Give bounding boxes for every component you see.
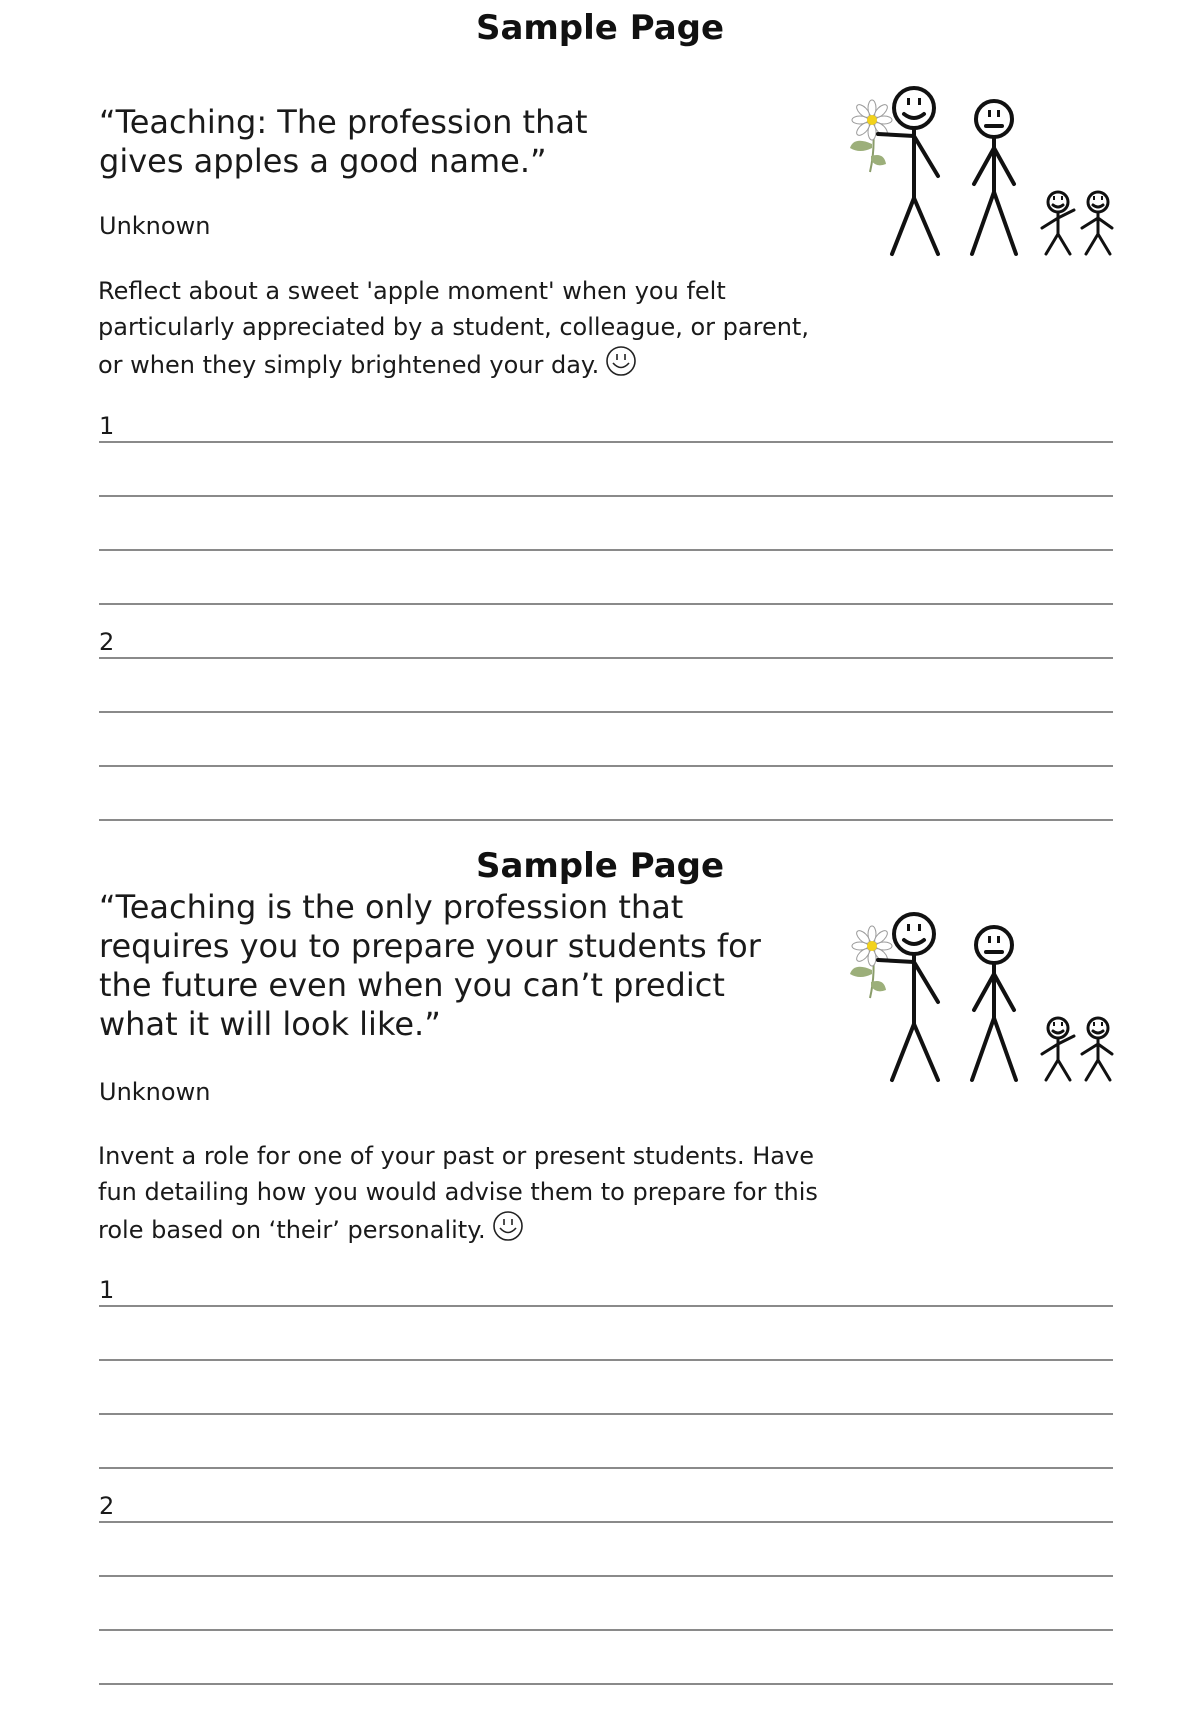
line-group-number: 2 bbox=[99, 628, 115, 656]
reflection-prompt bbox=[98, 1138, 818, 1252]
writing-line[interactable] bbox=[99, 1629, 1113, 1631]
worksheet-section-1 bbox=[0, 0, 1200, 830]
writing-line[interactable] bbox=[99, 1575, 1113, 1577]
writing-line[interactable] bbox=[99, 603, 1113, 605]
writing-line[interactable] bbox=[99, 549, 1113, 551]
stick-figure-family-icon bbox=[846, 912, 1116, 1092]
writing-line[interactable] bbox=[99, 441, 1113, 443]
quote-text: “Teaching: The profession that gives apples a good name.” bbox=[99, 103, 588, 180]
writing-line[interactable] bbox=[99, 1467, 1113, 1469]
smiley-face-icon bbox=[605, 345, 637, 387]
writing-line[interactable] bbox=[99, 1359, 1113, 1361]
quote-text: “Teaching is the only profession that requires you to prepare your students for the future even when you can’t predict what it will look like.” bbox=[99, 888, 761, 1043]
reflection-prompt bbox=[98, 273, 818, 387]
line-group-number: 1 bbox=[99, 412, 115, 440]
writing-line[interactable] bbox=[99, 1683, 1113, 1685]
reflection-prompt-text: Invent a role for one of your past or present students. Have fun detailing how you would advise them to prepare for this role based on ‘their’ personality. bbox=[98, 1142, 818, 1244]
line-group-number: 2 bbox=[99, 1492, 115, 1520]
page-title: Sample Page bbox=[475, 846, 725, 886]
worksheet-section-2 bbox=[0, 830, 1200, 1724]
writing-line[interactable] bbox=[99, 1413, 1113, 1415]
page-title: Sample Page bbox=[475, 8, 725, 48]
writing-line[interactable] bbox=[99, 1305, 1113, 1307]
smiley-face-icon bbox=[492, 1210, 524, 1252]
writing-line[interactable] bbox=[99, 819, 1113, 821]
writing-line[interactable] bbox=[99, 765, 1113, 767]
writing-line[interactable] bbox=[99, 495, 1113, 497]
writing-line[interactable] bbox=[99, 657, 1113, 659]
quote-author: Unknown bbox=[99, 1078, 211, 1106]
quote-author: Unknown bbox=[99, 212, 211, 240]
line-group-number: 1 bbox=[99, 1276, 115, 1304]
writing-line[interactable] bbox=[99, 1521, 1113, 1523]
stick-figure-family-icon bbox=[846, 86, 1116, 266]
writing-line[interactable] bbox=[99, 711, 1113, 713]
reflection-prompt-text: Reflect about a sweet 'apple moment' when you felt particularly appreciated by a student, colleague, or parent, or when they simply brightened your day. bbox=[98, 277, 809, 379]
